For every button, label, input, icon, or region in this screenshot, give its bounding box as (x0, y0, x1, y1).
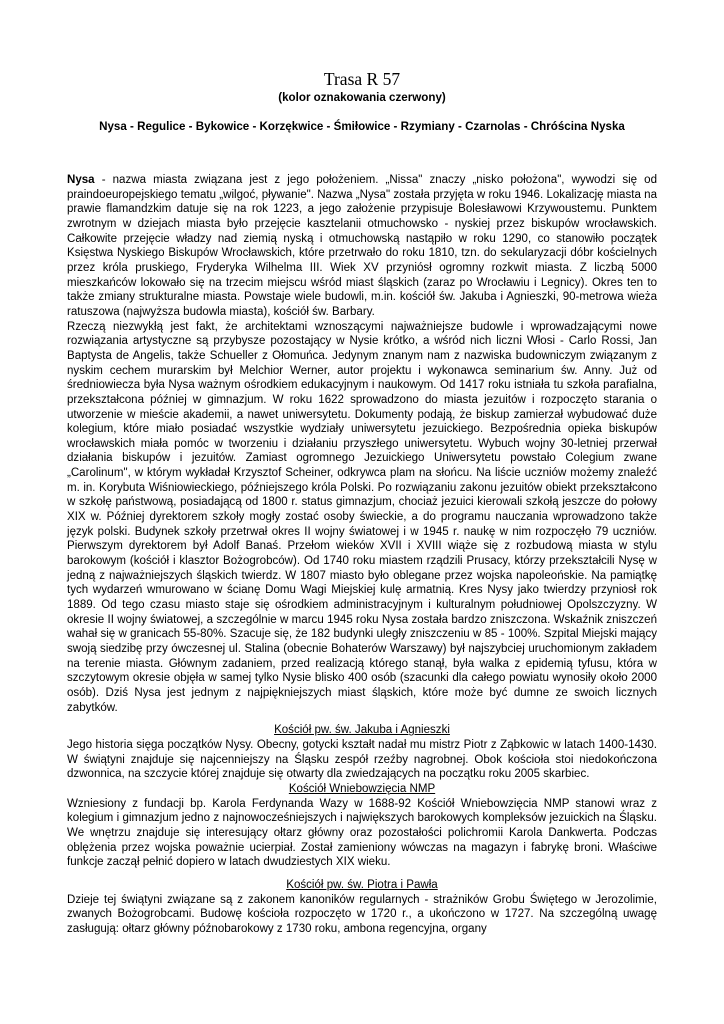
section-heading-peter-paul: Kościół pw. św. Piotra i Pawła (286, 878, 438, 891)
section-text-st-james: Jego historia sięga początków Nysy. Obecny, gotycki kształt nadał mu mistrz Piotr z Ząbkowic w latach 1400-1430. W świątyni znajduje się najcenniejszy na Śląsku zespół rzeźby nagrobnej. Obok kościoła stoi niedokończona dzwonnica, na szczycie której znajduje się otwarty dla zwiedzających na początku roku 2005 skarbiec. (67, 738, 657, 781)
intro-text-1: - nazwa miasta związana jest z jego położeniem. „Nissa" znaczy „nisko położona", wywodzi się od praindoeuropejskiego tematu „wilgoć, pływanie". Nazwa „Nysa" została przyjęta w roku 1946. Lokalizację miasta na prawie flamandzkim datuje się na rok 1223, a jego założenie przypisuje Bolesławowi Krzywoustemu. Punktem zwrotnym w dziejach miasta było przejęcie kasztelanii otmuchowsko - nyskiej przez biskupów wrocławskich. Całkowite przejęcie władzy nad ziemią nyską i otmuchowską nastąpiło w roku 1290, co stanowiło początek Księstwa Nyskiego Biskupów Wrocławskich, które przetrwało do roku 1810, tzn. do sekularyzacji dóbr kościelnych przez króla pruskiego, Fryderyka Wilhelma III. Wiek XV przyniósł ogromny rozkwit miasta. Z liczbą 5000 mieszkańców lokowało się na trzecim miejscu wśród miast śląskich (zaraz po Wrocławiu i Legnicy). Okres ten to także zmiany strukturalne miasta. Powstaje wiele budowli, m.in. kościół św. Jakuba i Agnieszki, 90-metrowa wieża ratuszowa (najwyższa budowla miasta), kościół św. Barbary. (67, 174, 657, 318)
section-heading-st-james: Kościół pw. św. Jakuba i Agnieszki (274, 724, 450, 737)
section-text-peter-paul: Dzieje tej świątyni związane są z zakonem kanoników regularnych - strażników Grobu Świętego w Jerozolimie, zwanych Bożogrobcami. Budowę kościoła rozpoczęto w 1720 r., a ukończono w 1727. Na szczególną uwagę zasługują: ołtarz główny późnobarokowy z 1730 roku, ambona regencyjna, organy (67, 893, 657, 935)
page-subtitle: (kolor oznakowania czerwony) (278, 91, 446, 104)
route-list: Nysa - Regulice - Bykowice - Korzękwice - Śmiłowice - Rzymiany - Czarnolas - Chróścina Nyska (99, 120, 625, 133)
spacer (67, 715, 657, 723)
intro-paragraph-1 (67, 173, 657, 320)
document-body (67, 173, 657, 936)
section-text-assumption: Wzniesiony z fundacji bp. Karola Ferdynanda Wazy w 1688-92 Kościół Wniebowzięcia NMP stanowi wraz z kolegium i gimnazjum jedno z najnowocześniejszych i największych barokowych kompleksów jezuickich na Śląsku. We wnętrzu znajduje się interesujący ołtarz główny oraz pozostałości polichromii Karola Dankwerta. Podczas oblężenia przez wojska poważnie ucierpiał. Został zamieniony wówczas na magazyn i fabrykę broni. Właściwe funkcje zaczął pełnić dopiero w latach dwudziestych XIX wieku. (67, 797, 657, 869)
page-title: Trasa R 57 (323, 69, 401, 89)
spacer (67, 870, 657, 878)
section-heading-assumption: Kościół Wniebowzięcia NMP (288, 782, 436, 795)
intro-paragraph-2: Rzeczą niezwykłą jest fakt, że architektami wznoszącymi najważniejsze budowle i wprowadzającymi nowe rozwiązania artystyczne są przybysze pozostający w Nysie krótko, a wśród nich liczni Włosi - Carlo Rossi, Jan Baptysta de Angelis, także Schueller z Ołomuńca. Jedynym znanym nam z nazwiska budowniczym związanym z nyskim cechem murarskim był Melchior Werner, autor projektu i wykonawca seminarium św. Anny. Już od średniowiecza była Nysa ważnym ośrodkiem edukacyjnym i naukowym. Od 1417 roku istniała tu szkoła parafialna, przekształcona później w gimnazjum. W roku 1622 sprowadzono do miasta jezuitów i rozpoczęto starania o utworzenie w mieście akademii, a nawet uniwersytetu. Dokumenty podają, że biskup zamierzał wybudować duże kolegium, które miało posiadać wszystkie wydziały uniwersytetu jezuickiego. Bezpośrednia opieka biskupów wrocławskich miała pomóc w tworzeniu i działaniu przyszłego uniwersytetu. Wybuch wojny 30-letniej przerwał działania biskupów i jezuitów. Zamiast ogromnego Jezuickiego Uniwersytetu powstało Colegium zwane „Carolinum", w którym wykładał Krzysztof Scheiner, odkrywca plam na słońcu. Na liście uczniów możemy znaleźć m. in. Korybuta Wiśniowieckiego, późniejszego króla Polski. Po rozwiązaniu zakonu jezuitów obiekt przekształcono w szkołę państwową, posiadającą od 1800 r. status gimnazjum, chociaż jezuici kierowali szkołą jeszcze do połowy XIX w. Później dyrektorem szkoły mogły zostać osoby świeckie, a do programu nauczania wprowadzono także język polski. Budynek szkoły przetrwał okres II wojny światowej i w 1945 r. naukę w nim rozpoczęło 79 uczniów. Pierwszym dyrektorem był Adolf Banaś. Przełom wieków XVII i XVIII wiąże się z rozbudową miasta w stylu barokowym (kościół i klasztor Bożogrobców). Od 1740 roku miastem rządzili Prusacy, którzy przekształcili Nysę w jedną z najważniejszych śląskich twierdz. W 1807 miasto było oblegane przez wojska napoleońskie. Na pamiątkę tych wydarzeń wmurowano w ścianę Domu Wagi Miejskiej kulę armatnią. Kres Nysy jako twierdzy przyniosł rok 1889. Od tego czasu miasto staje się ośrodkiem administracyjnym i kulturalnym południowej Opolszczyzny. W okresie II wojny światowej, a szczególnie w marcu 1945 roku Nysa została bardzo zniszczona. Wskaźnik zniszczeń wahał się w granicach 55-80%. Szacuje się, że 182 budynki uległy zniszczeniu w 85 - 100%. Szpital Miejski mający swoją siedzibę przy ówczesnej ul. Stalina (obecnie Bohaterów Warszawy) był najszybciej uruchomionym zakładem na terenie miasta. Głównym zadaniem, przed realizacją którego stanął, była walka z epidemią tyfusu, która w szczytowym okresie objęła w samej tylko Nysie blisko 400 osób (szacunki dla całego powiatu wynosiły około 2000 osób). Dziś Nysa jest jednym z najpiękniejszych miast śląskich, które może być dumne ze swoich licznych zabytków. (67, 320, 657, 714)
lead-word: Nysa (67, 174, 95, 186)
